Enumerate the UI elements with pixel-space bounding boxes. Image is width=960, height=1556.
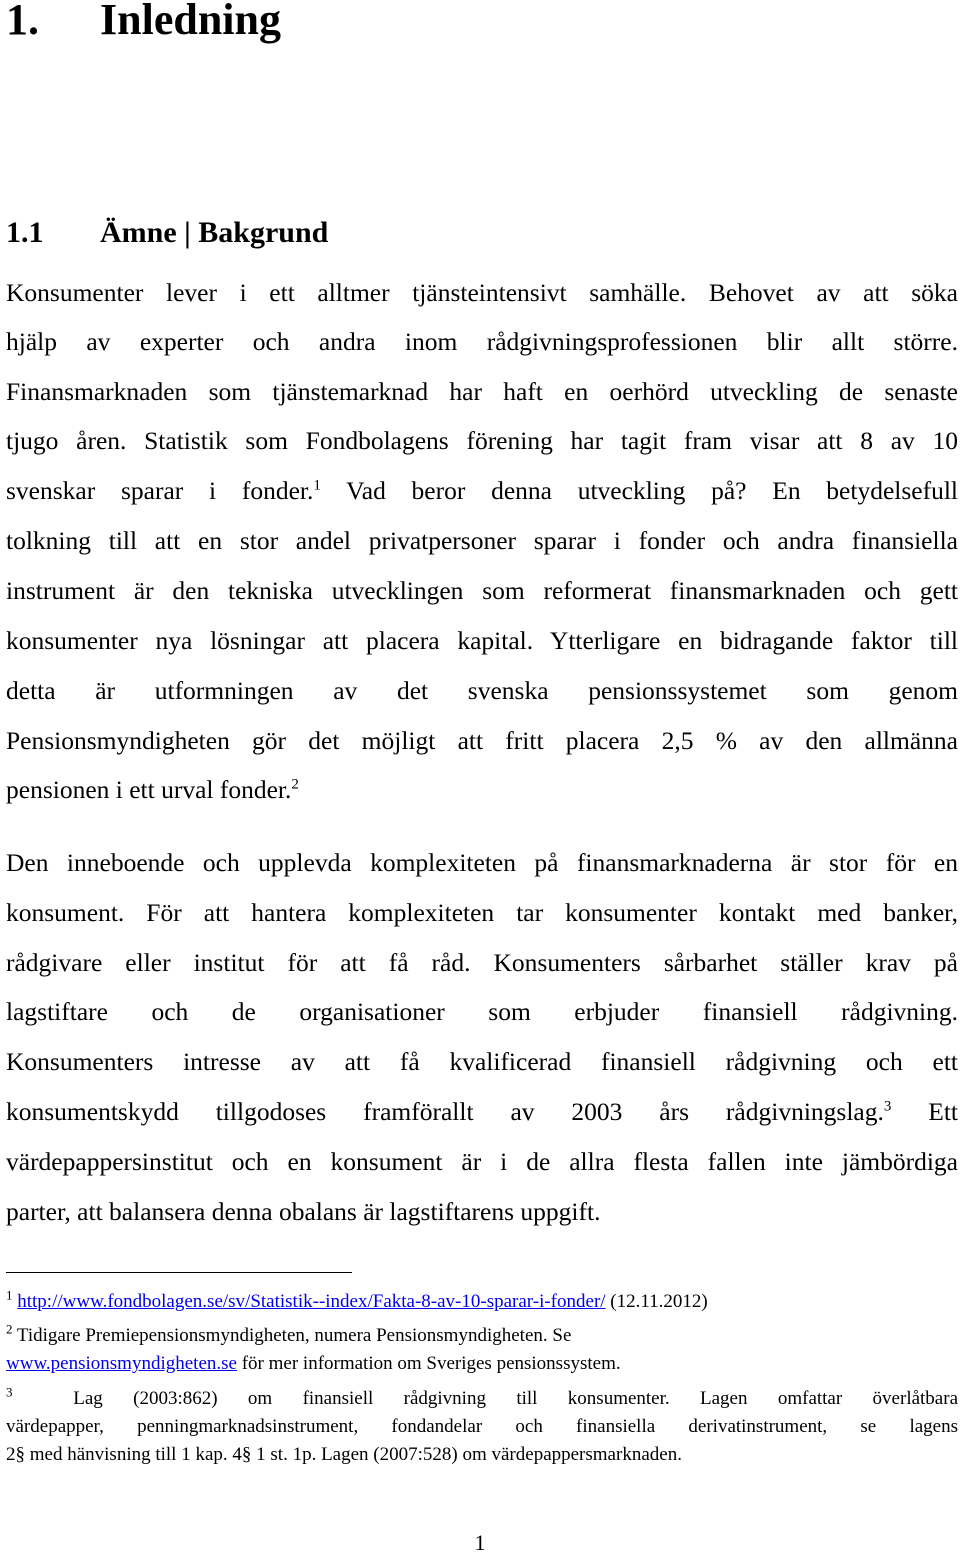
text-line (6, 1095, 958, 1129)
footnote-number: 3 (6, 1384, 13, 1400)
footnote-ref: 1 (313, 477, 321, 494)
text-line: hjälp av experter och andra inom rådgivningsprofessionen blir allt större. (6, 327, 958, 356)
footnote-2 (6, 1323, 958, 1349)
footnote-ref: 3 (883, 1098, 892, 1115)
footnote-text: för mer information om Sveriges pensionssystem. (241, 1353, 621, 1374)
text-line: detta är utformningen av det svenska pensionssystemet som genom (6, 676, 958, 705)
section-number: 1.1 (6, 216, 44, 249)
text-line: Konsumenters intresse av att få kvalificerad finansiell rådgivning och ett (6, 1047, 958, 1076)
footnote-1 (6, 1289, 958, 1315)
page-number: 1 (474, 1530, 486, 1555)
text-line: instrument är den tekniska utvecklingen som reformerat finansmarknaden och gett (6, 576, 958, 605)
text-line: lagstiftare och de organisationer som erbjuder finansiell rådgivning. (6, 997, 958, 1026)
text-line (6, 773, 958, 807)
text-span: pensionen i ett urval fonder. (6, 775, 292, 804)
text-span: konsumentskydd tillgodoses framförallt av 2003 års rådgivningslag. (6, 1097, 884, 1126)
chapter-number: 1. (6, 0, 39, 44)
text-line: konsumenter nya lösningar att placera kapital. Ytterligare en bidragande faktor till (6, 626, 958, 655)
footnote-text: Tidigare Premiepensionsmyndigheten, numera Pensionsmyndigheten. Se (16, 1325, 572, 1346)
text-line: konsument. För att hantera komplexiteten tar konsumenter kontakt med banker, (6, 898, 958, 927)
text-line: Finansmarknaden som tjänstemarknad har haft en oerhörd utveckling de senaste (6, 377, 958, 406)
footnote-text: Lag (2003:862) om finansiell rådgivning till konsumenter. Lagen omfattar överlåtbara (73, 1388, 959, 1409)
text-line: tolkning till att en stor andel privatpersoner sparar i fonder och andra finansiella (6, 526, 958, 555)
text-line: Konsumenter lever i ett alltmer tjänsteintensivt samhälle. Behovet av att söka (6, 278, 958, 307)
text-line: värdepappersinstitut och en konsument är i de allra flesta fallen inte jämbördiga (6, 1147, 958, 1176)
text-line: tjugo åren. Statistik som Fondbolagens förening har tagit fram visar att 8 av 10 (6, 426, 958, 455)
text-line: parter, att balansera denna obalans är lagstiftarens uppgift. (6, 1197, 601, 1226)
section-heading (6, 214, 328, 252)
footnote-number: 1 (6, 1287, 13, 1303)
text-span: svenskar sparar i fonder. (6, 476, 314, 505)
chapter-title: Inledning (100, 0, 281, 44)
footnote-separator (6, 1272, 352, 1273)
text-line: Den inneboende och upplevda komplexiteten på finansmarknaderna är stor för en (6, 848, 958, 877)
footnote-3-cont: värdepapper, penningmarknadsinstrument, fondandelar och finansiella derivatinstrument, se lagens (6, 1416, 958, 1437)
section-title: Ämne | Bakgrund (100, 216, 329, 249)
text-line (6, 474, 958, 508)
footnote-3 (6, 1386, 958, 1412)
footnote-2-cont (6, 1351, 958, 1377)
text-line: rådgivare eller institut för att få råd. Konsumenters sårbarhet ställer krav på (6, 948, 958, 977)
text-span: Vad beror denna utveckling på? En betydelsefull (346, 476, 959, 505)
text-span: Ett (928, 1097, 958, 1126)
footnote-link[interactable]: http://www.fondbolagen.se/sv/Statistik--index/Fakta-8-av-10-sparar-i-fonder/ (17, 1291, 606, 1312)
footnote-link[interactable]: www.pensionsmyndigheten.se (6, 1353, 237, 1374)
footnote-number: 2 (6, 1321, 13, 1337)
footnote-text: (12.11.2012) (610, 1291, 708, 1312)
text-line: Pensionsmyndigheten gör det möjligt att fritt placera 2,5 % av den allmänna (6, 726, 958, 755)
footnote-3-cont: 2§ med hänvisning till 1 kap. 4§ 1 st. 1p. Lagen (2007:528) om värdepappersmarknaden. (6, 1444, 682, 1465)
footnote-ref: 2 (291, 776, 299, 793)
chapter-heading (6, 0, 281, 46)
